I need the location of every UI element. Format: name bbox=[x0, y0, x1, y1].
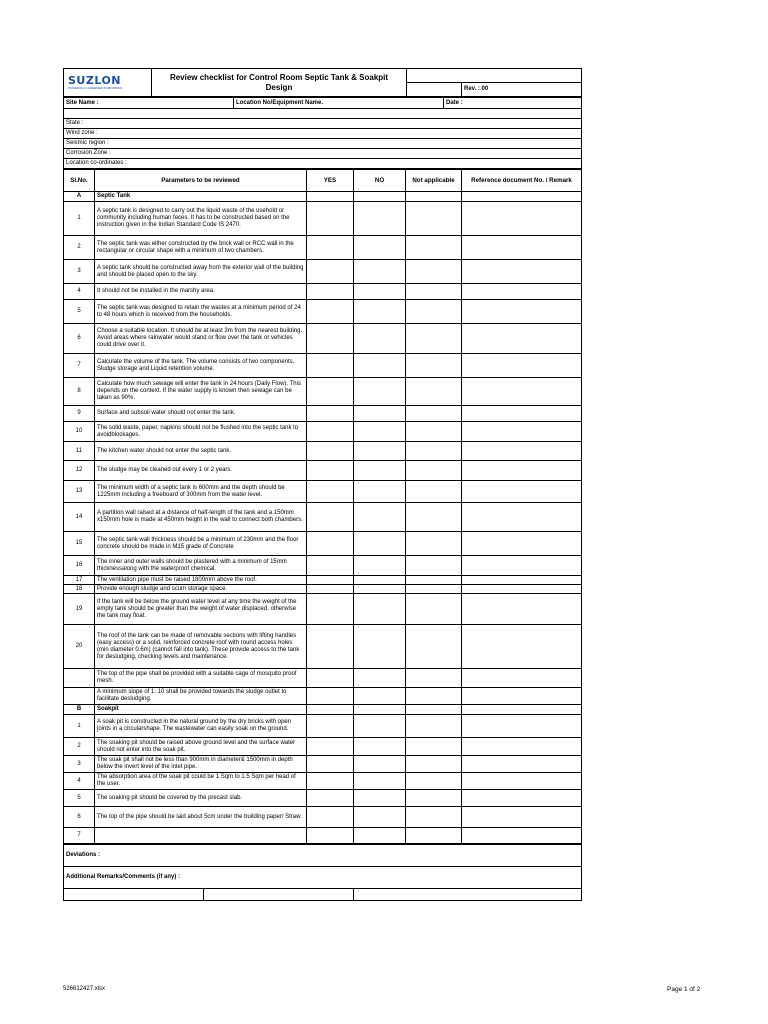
not-applicable-cell[interactable] bbox=[406, 422, 462, 442]
remark-cell[interactable] bbox=[462, 236, 582, 260]
item-parameter: Calculate how much sewage will enter the tank in 24 hours (Daily Flow). This depends on the context. If the water supply is known then sewage can be taken as 90%. bbox=[95, 378, 307, 406]
yes-cell[interactable] bbox=[307, 669, 354, 688]
yes-cell[interactable] bbox=[307, 756, 354, 773]
yes-cell[interactable] bbox=[307, 790, 354, 807]
yes-cell[interactable] bbox=[307, 324, 354, 354]
remark-cell[interactable] bbox=[462, 503, 582, 532]
yes-cell[interactable] bbox=[307, 532, 354, 556]
title-line-1: Review checklist for Control Room Septic Tank & Soakpit bbox=[169, 72, 389, 82]
not-applicable-cell[interactable] bbox=[406, 202, 462, 236]
remark-cell[interactable] bbox=[462, 442, 582, 461]
col-no: NO bbox=[354, 170, 406, 192]
remark-cell[interactable] bbox=[462, 406, 582, 422]
yes-cell[interactable] bbox=[307, 556, 354, 576]
bottom-table bbox=[63, 844, 582, 901]
item-number: 7 bbox=[64, 354, 95, 378]
item-number: 2 bbox=[64, 236, 95, 260]
checklist-row bbox=[64, 406, 582, 422]
no-cell[interactable] bbox=[354, 461, 406, 481]
yes-cell[interactable] bbox=[307, 284, 354, 300]
not-applicable-cell[interactable] bbox=[406, 503, 462, 532]
no-cell[interactable] bbox=[354, 807, 406, 828]
signature-cell-1 bbox=[64, 889, 204, 901]
item-parameter: The septic tank was either constructed by the brick wall or RCC wall in the rectangular or circular shape with a minimum of two chambers. bbox=[95, 236, 307, 260]
checklist-row bbox=[64, 532, 582, 556]
not-applicable-cell[interactable] bbox=[406, 807, 462, 828]
item-number: 13 bbox=[64, 481, 95, 503]
no-cell[interactable] bbox=[354, 260, 406, 284]
no-cell[interactable] bbox=[354, 625, 406, 669]
not-applicable-cell[interactable] bbox=[406, 669, 462, 688]
not-applicable-cell[interactable] bbox=[406, 625, 462, 669]
blank-row bbox=[64, 109, 582, 119]
yes-cell[interactable] bbox=[307, 503, 354, 532]
item-parameter: The minimum width of a septic tank is 600mm and the depth should be 1225mm including a freeboard of 300mm from the water level. bbox=[95, 481, 307, 503]
remark-cell[interactable] bbox=[462, 688, 582, 705]
item-parameter: A partition wall raised at a distance of half-length of the tank and a 150mm x150mm hole is made at 450mm height in the wall to connect both chambers. bbox=[95, 503, 307, 532]
logo-text: SUZLON bbox=[68, 74, 122, 87]
item-number: 3 bbox=[64, 756, 95, 773]
not-applicable-cell[interactable] bbox=[406, 715, 462, 738]
yes-cell[interactable] bbox=[307, 422, 354, 442]
no-cell[interactable] bbox=[354, 378, 406, 406]
no-cell[interactable] bbox=[354, 236, 406, 260]
no-cell[interactable] bbox=[354, 773, 406, 790]
remark-cell[interactable] bbox=[462, 594, 582, 625]
item-parameter: The septic tank was designed to retain the wastes at a minimum period of 24 to 48 hours which is received from the households. bbox=[95, 300, 307, 324]
checklist-row bbox=[64, 807, 582, 828]
item-number: 1 bbox=[64, 202, 95, 236]
remark-cell[interactable] bbox=[462, 461, 582, 481]
checklist-row bbox=[64, 481, 582, 503]
no-cell[interactable] bbox=[354, 828, 406, 844]
checklist-row bbox=[64, 688, 582, 705]
item-number: 6 bbox=[64, 324, 95, 354]
signature-cell-3 bbox=[354, 889, 582, 901]
yes-cell[interactable] bbox=[307, 807, 354, 828]
item-parameter: A septic tank is designed to carry out the liquid waste of the usehold or community including human feces. It has to be constructed based on the instruction given in the Indian Standard Code IS 2470. bbox=[95, 202, 307, 236]
not-applicable-cell[interactable] bbox=[406, 378, 462, 406]
remark-cell[interactable] bbox=[462, 669, 582, 688]
item-parameter: Provide enough sludge and scum storage space. bbox=[95, 585, 307, 594]
yes-cell[interactable] bbox=[307, 738, 354, 756]
item-number: 6 bbox=[64, 807, 95, 828]
location-label: Location No/Equipment Name. bbox=[234, 98, 444, 109]
item-parameter: The absorption area of the soak pit could be 1 Sqm to 1.5 Sqm per head of the user. bbox=[95, 773, 307, 790]
yes-cell[interactable] bbox=[307, 773, 354, 790]
signature-cell-2 bbox=[204, 889, 354, 901]
yes-cell[interactable] bbox=[307, 300, 354, 324]
section-b-letter: B bbox=[64, 705, 95, 715]
col-parameters: Parameters to be reviewed bbox=[95, 170, 307, 192]
item-number: 20 bbox=[64, 625, 95, 669]
section-a-title: Septic Tank bbox=[95, 192, 307, 202]
checklist-row bbox=[64, 260, 582, 284]
no-cell[interactable] bbox=[354, 406, 406, 422]
not-applicable-cell[interactable] bbox=[406, 284, 462, 300]
item-number: 8 bbox=[64, 378, 95, 406]
remark-cell[interactable] bbox=[462, 284, 582, 300]
item-number: 1 bbox=[64, 715, 95, 738]
item-number: 17 bbox=[64, 576, 95, 585]
item-parameter: If the tank will be below the ground water level at any time the weight of the empty tank should be greater than the weight of water displaced, otherwise the tank may float. bbox=[95, 594, 307, 625]
item-parameter: A soak pit is constructed in the natural ground by the dry bricks with open joints in a circularshape. The wastewater can easily soak on the ground. bbox=[95, 715, 307, 738]
not-applicable-cell[interactable] bbox=[406, 461, 462, 481]
remark-cell[interactable] bbox=[462, 625, 582, 669]
item-parameter: The roof of the tank can be made of removable sections with lifting handles (easy access) or a solid, reinforced concrete roof with round access holes (min diameter 0.6m) (cannot fall into tank). These provide access to the tank for desludging, checking levels and maintenance. bbox=[95, 625, 307, 669]
remark-cell[interactable] bbox=[462, 481, 582, 503]
remark-cell[interactable] bbox=[462, 738, 582, 756]
col-reference: Reference document No. / Remark bbox=[462, 170, 582, 192]
footer-page-number: Page 1 of 2 bbox=[667, 986, 701, 993]
item-number: 7 bbox=[64, 828, 95, 844]
item-parameter: Surface and subsoil water should not enter the tank. bbox=[95, 406, 307, 422]
not-applicable-cell[interactable] bbox=[406, 236, 462, 260]
seismic-region-label: Seismic region : bbox=[64, 139, 582, 149]
state-label: State : bbox=[64, 119, 582, 129]
no-cell[interactable] bbox=[354, 202, 406, 236]
no-cell[interactable] bbox=[354, 422, 406, 442]
item-number: 19 bbox=[64, 594, 95, 625]
item-parameter: A septic tank should be constructed away from the exterior wall of the building and should be placed open to the sky. bbox=[95, 260, 307, 284]
col-sl-no: Sl.No. bbox=[64, 170, 95, 192]
checklist-row bbox=[64, 442, 582, 461]
title-line-2: Design bbox=[265, 82, 293, 92]
remark-cell[interactable] bbox=[462, 715, 582, 738]
checklist-row bbox=[64, 669, 582, 688]
not-applicable-cell[interactable] bbox=[406, 406, 462, 422]
not-applicable-cell[interactable] bbox=[406, 828, 462, 844]
yes-cell[interactable] bbox=[307, 260, 354, 284]
no-cell[interactable] bbox=[354, 442, 406, 461]
checklist-row bbox=[64, 756, 582, 773]
not-applicable-cell[interactable] bbox=[406, 790, 462, 807]
site-info-table bbox=[63, 97, 582, 169]
item-parameter: The inner and outer walls should be plastered with a minimum of 15mm thicknessalong with the waterproof chemical. bbox=[95, 556, 307, 576]
col-not-applicable: Not applicable bbox=[406, 170, 462, 192]
not-applicable-cell[interactable] bbox=[406, 576, 462, 585]
remark-cell[interactable] bbox=[462, 576, 582, 585]
site-name-label: Site Name : bbox=[64, 98, 234, 109]
item-parameter: The soaking pit should be covered by the precast slab. bbox=[95, 790, 307, 807]
checklist-row bbox=[64, 594, 582, 625]
signature-row bbox=[64, 889, 582, 901]
checklist-row bbox=[64, 715, 582, 738]
item-number: 5 bbox=[64, 790, 95, 807]
item-parameter: The top of the pipe should be laid about 5cm under the building paper/ Straw. bbox=[95, 807, 307, 828]
no-cell[interactable] bbox=[354, 738, 406, 756]
section-a-row bbox=[64, 192, 582, 202]
item-parameter: Choose a suitable location. It should be at least 3m from the nearest building. Avoid areas where rainwater would stand or flow over the tank or vehicles could drive over it. bbox=[95, 324, 307, 354]
checklist-table bbox=[63, 169, 582, 844]
checklist-row bbox=[64, 738, 582, 756]
remark-cell[interactable] bbox=[462, 790, 582, 807]
corrosion-zone-label: Corrosion Zone : bbox=[64, 149, 582, 159]
remark-cell[interactable] bbox=[462, 773, 582, 790]
logo-tagline: POWERING A GREENER TOMORROW bbox=[68, 86, 123, 90]
no-cell[interactable] bbox=[354, 503, 406, 532]
yes-cell[interactable] bbox=[307, 236, 354, 260]
header-table bbox=[63, 68, 582, 97]
item-number: 14 bbox=[64, 503, 95, 532]
item-number: 9 bbox=[64, 406, 95, 422]
yes-cell[interactable] bbox=[307, 406, 354, 422]
item-number bbox=[64, 669, 95, 688]
item-number: 5 bbox=[64, 300, 95, 324]
revision: Rev. : 00 bbox=[462, 83, 582, 97]
yes-cell[interactable] bbox=[307, 828, 354, 844]
item-number: 3 bbox=[64, 260, 95, 284]
remark-cell[interactable] bbox=[462, 585, 582, 594]
no-cell[interactable] bbox=[354, 594, 406, 625]
checklist-row bbox=[64, 625, 582, 669]
checklist-row bbox=[64, 202, 582, 236]
remark-cell[interactable] bbox=[462, 300, 582, 324]
item-parameter: Calculate the volume of the tank. The volume consists of two components. Sludge storage and Liquid retention volume. bbox=[95, 354, 307, 378]
not-applicable-cell[interactable] bbox=[406, 773, 462, 790]
remark-cell[interactable] bbox=[462, 422, 582, 442]
rev-label-cell bbox=[407, 83, 462, 97]
item-parameter: The soaking pit should be raised above ground level and the surface water should not enter into the soak pit. bbox=[95, 738, 307, 756]
remark-cell[interactable] bbox=[462, 556, 582, 576]
no-cell[interactable] bbox=[354, 481, 406, 503]
yes-cell[interactable] bbox=[307, 461, 354, 481]
yes-cell[interactable] bbox=[307, 202, 354, 236]
item-number: 4 bbox=[64, 773, 95, 790]
no-cell[interactable] bbox=[354, 284, 406, 300]
item-parameter: The solid waste, paper, napkins should not be flushed into the septic tank to avoidblockages. bbox=[95, 422, 307, 442]
date-label: Date : bbox=[444, 98, 582, 109]
no-cell[interactable] bbox=[354, 688, 406, 705]
checklist-row bbox=[64, 503, 582, 532]
item-number bbox=[64, 688, 95, 705]
not-applicable-cell[interactable] bbox=[406, 442, 462, 461]
section-a-letter: A bbox=[64, 192, 95, 202]
yes-cell[interactable] bbox=[307, 354, 354, 378]
remark-cell[interactable] bbox=[462, 324, 582, 354]
no-cell[interactable] bbox=[354, 532, 406, 556]
not-applicable-cell[interactable] bbox=[406, 594, 462, 625]
checklist-row bbox=[64, 324, 582, 354]
remark-cell[interactable] bbox=[462, 532, 582, 556]
not-applicable-cell[interactable] bbox=[406, 324, 462, 354]
no-cell[interactable] bbox=[354, 790, 406, 807]
item-parameter: The soak pit shall not be less than 900mm in diameter& 1500mm in depth below the invert level of the inlet pipe. bbox=[95, 756, 307, 773]
checklist-row bbox=[64, 790, 582, 807]
header-blank-cell bbox=[407, 69, 582, 83]
not-applicable-cell[interactable] bbox=[406, 585, 462, 594]
remark-cell[interactable] bbox=[462, 354, 582, 378]
item-number: 11 bbox=[64, 442, 95, 461]
checklist-sheet bbox=[63, 68, 581, 901]
logo bbox=[64, 69, 152, 97]
yes-cell[interactable] bbox=[307, 576, 354, 585]
yes-cell[interactable] bbox=[307, 625, 354, 669]
no-cell[interactable] bbox=[354, 576, 406, 585]
location-coordinates-label: Location co-ordinates : bbox=[64, 159, 582, 169]
item-number: 12 bbox=[64, 461, 95, 481]
checklist-row bbox=[64, 461, 582, 481]
deviations-label: Deviations : bbox=[64, 845, 582, 867]
remark-cell[interactable] bbox=[462, 828, 582, 844]
item-number: 16 bbox=[64, 556, 95, 576]
section-b-row bbox=[64, 705, 582, 715]
not-applicable-cell[interactable] bbox=[406, 300, 462, 324]
section-b-title: Soakpit bbox=[95, 705, 307, 715]
checklist-row bbox=[64, 556, 582, 576]
item-number: 4 bbox=[64, 284, 95, 300]
no-cell[interactable] bbox=[354, 669, 406, 688]
not-applicable-cell[interactable] bbox=[406, 481, 462, 503]
checklist-row bbox=[64, 585, 582, 594]
not-applicable-cell[interactable] bbox=[406, 756, 462, 773]
not-applicable-cell[interactable] bbox=[406, 260, 462, 284]
document-title bbox=[152, 69, 407, 97]
section-a-items bbox=[64, 202, 582, 705]
item-parameter: A minimum slope of 1: 10 shall be provided towards the sludge outlet to facilitate desludging. bbox=[95, 688, 307, 705]
remark-cell[interactable] bbox=[462, 202, 582, 236]
yes-cell[interactable] bbox=[307, 442, 354, 461]
remarks-label: Additional Remarks/Comments (if any) : bbox=[64, 867, 582, 889]
item-parameter: The top of the pipe shall be provided with a suitable cage of mosquito proof mesh. bbox=[95, 669, 307, 688]
yes-cell[interactable] bbox=[307, 481, 354, 503]
item-number: 15 bbox=[64, 532, 95, 556]
column-header-row bbox=[64, 170, 582, 192]
item-number: 2 bbox=[64, 738, 95, 756]
not-applicable-cell[interactable] bbox=[406, 688, 462, 705]
col-yes: YES bbox=[307, 170, 354, 192]
checklist-row bbox=[64, 378, 582, 406]
checklist-row bbox=[64, 828, 582, 844]
no-cell[interactable] bbox=[354, 324, 406, 354]
item-parameter: The sludge may be cleaned out every 1 or 2 years. bbox=[95, 461, 307, 481]
item-parameter: The septic tank wall thickness should be a minimum of 230mm and the floor concrete should be made in M15 grade of Concrete bbox=[95, 532, 307, 556]
not-applicable-cell[interactable] bbox=[406, 532, 462, 556]
checklist-row bbox=[64, 300, 582, 324]
no-cell[interactable] bbox=[354, 556, 406, 576]
yes-cell[interactable] bbox=[307, 715, 354, 738]
yes-cell[interactable] bbox=[307, 594, 354, 625]
remark-cell[interactable] bbox=[462, 378, 582, 406]
checklist-row bbox=[64, 354, 582, 378]
wind-zone-label: Wind zone : bbox=[64, 129, 582, 139]
item-number: 18 bbox=[64, 585, 95, 594]
remark-cell[interactable] bbox=[462, 756, 582, 773]
checklist-row bbox=[64, 773, 582, 790]
section-b-items bbox=[64, 715, 582, 844]
no-cell[interactable] bbox=[354, 585, 406, 594]
yes-cell[interactable] bbox=[307, 688, 354, 705]
checklist-row bbox=[64, 236, 582, 260]
no-cell[interactable] bbox=[354, 756, 406, 773]
item-parameter: The ventilation pipe must be raised 1800mm above the roof. bbox=[95, 576, 307, 585]
checklist-row bbox=[64, 422, 582, 442]
yes-cell[interactable] bbox=[307, 378, 354, 406]
not-applicable-cell[interactable] bbox=[406, 738, 462, 756]
item-parameter bbox=[95, 828, 307, 844]
footer-filename: 526612427.xlsx bbox=[63, 986, 106, 992]
no-cell[interactable] bbox=[354, 300, 406, 324]
checklist-row bbox=[64, 576, 582, 585]
not-applicable-cell[interactable] bbox=[406, 556, 462, 576]
item-parameter: The kitchen water should not enter the septic tank. bbox=[95, 442, 307, 461]
remark-cell[interactable] bbox=[462, 807, 582, 828]
checklist-row bbox=[64, 284, 582, 300]
no-cell[interactable] bbox=[354, 715, 406, 738]
item-number: 10 bbox=[64, 422, 95, 442]
not-applicable-cell[interactable] bbox=[406, 354, 462, 378]
remark-cell[interactable] bbox=[462, 260, 582, 284]
no-cell[interactable] bbox=[354, 354, 406, 378]
yes-cell[interactable] bbox=[307, 585, 354, 594]
item-parameter: It should not be installed in the marshy area. bbox=[95, 284, 307, 300]
